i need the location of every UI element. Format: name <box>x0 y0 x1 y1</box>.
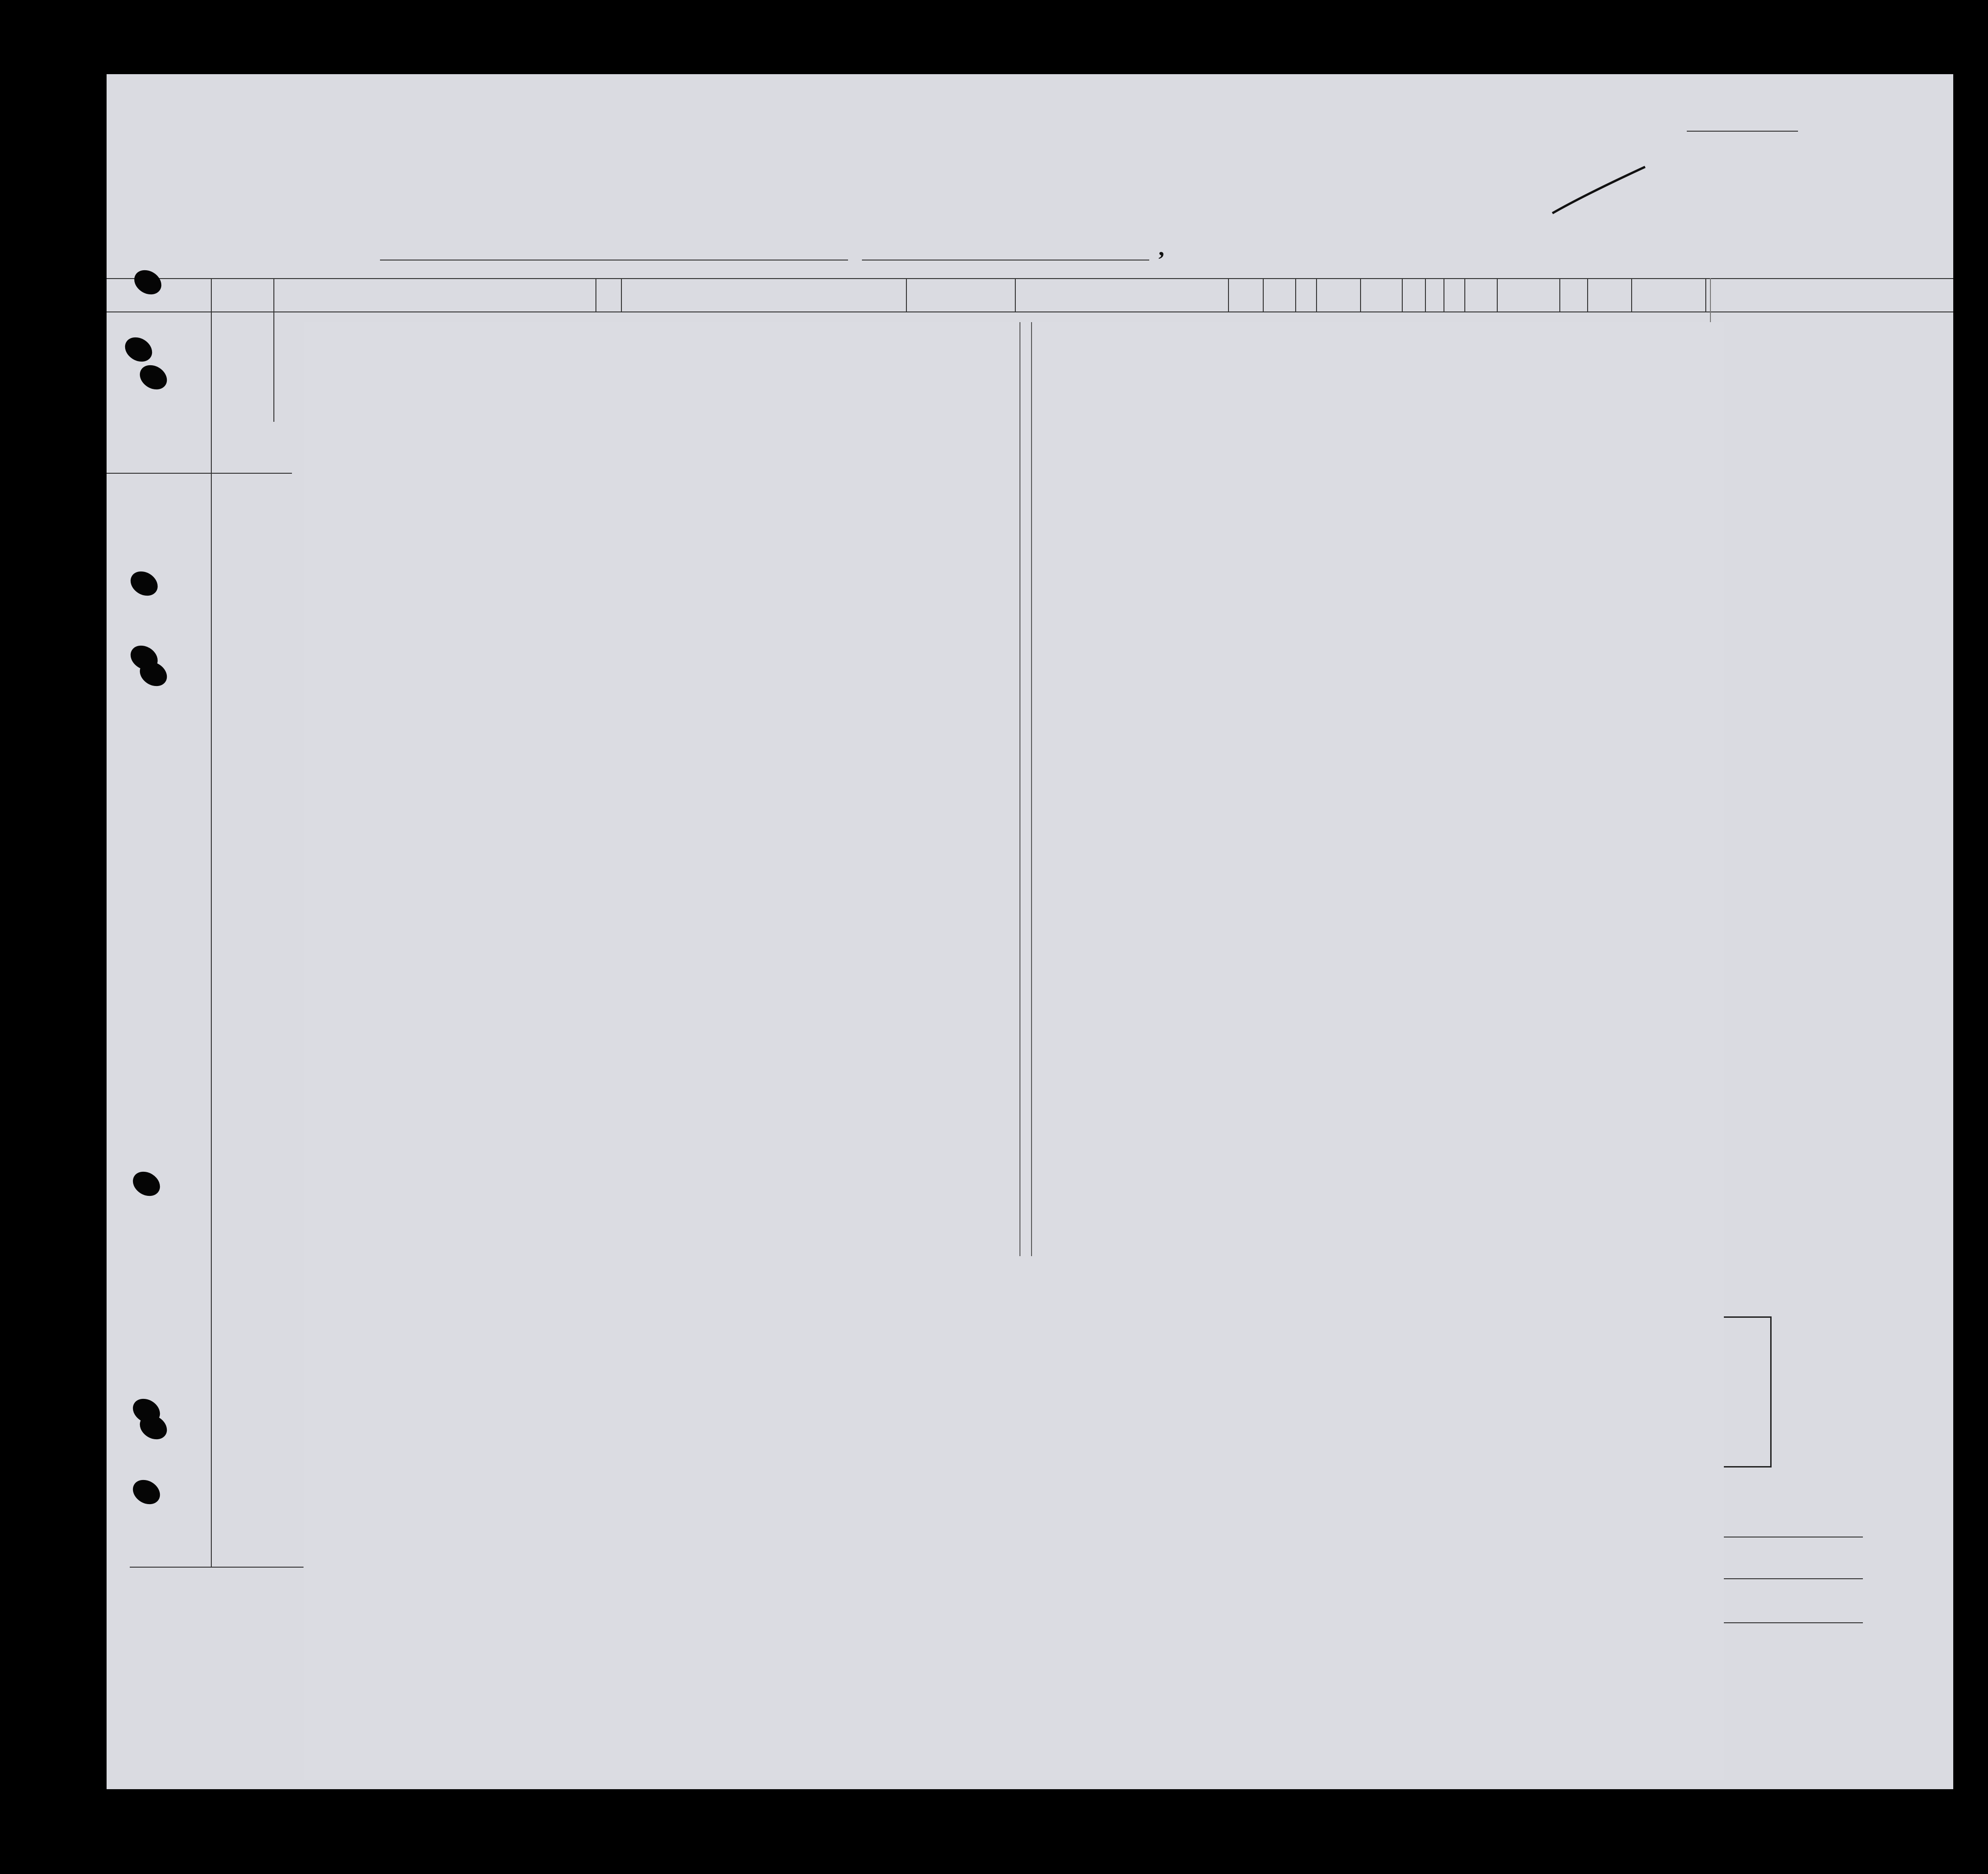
information-sheets-overlay <box>304 322 1724 1780</box>
right-edge-box <box>1724 1316 1772 1467</box>
pen-mark <box>1548 162 1650 218</box>
